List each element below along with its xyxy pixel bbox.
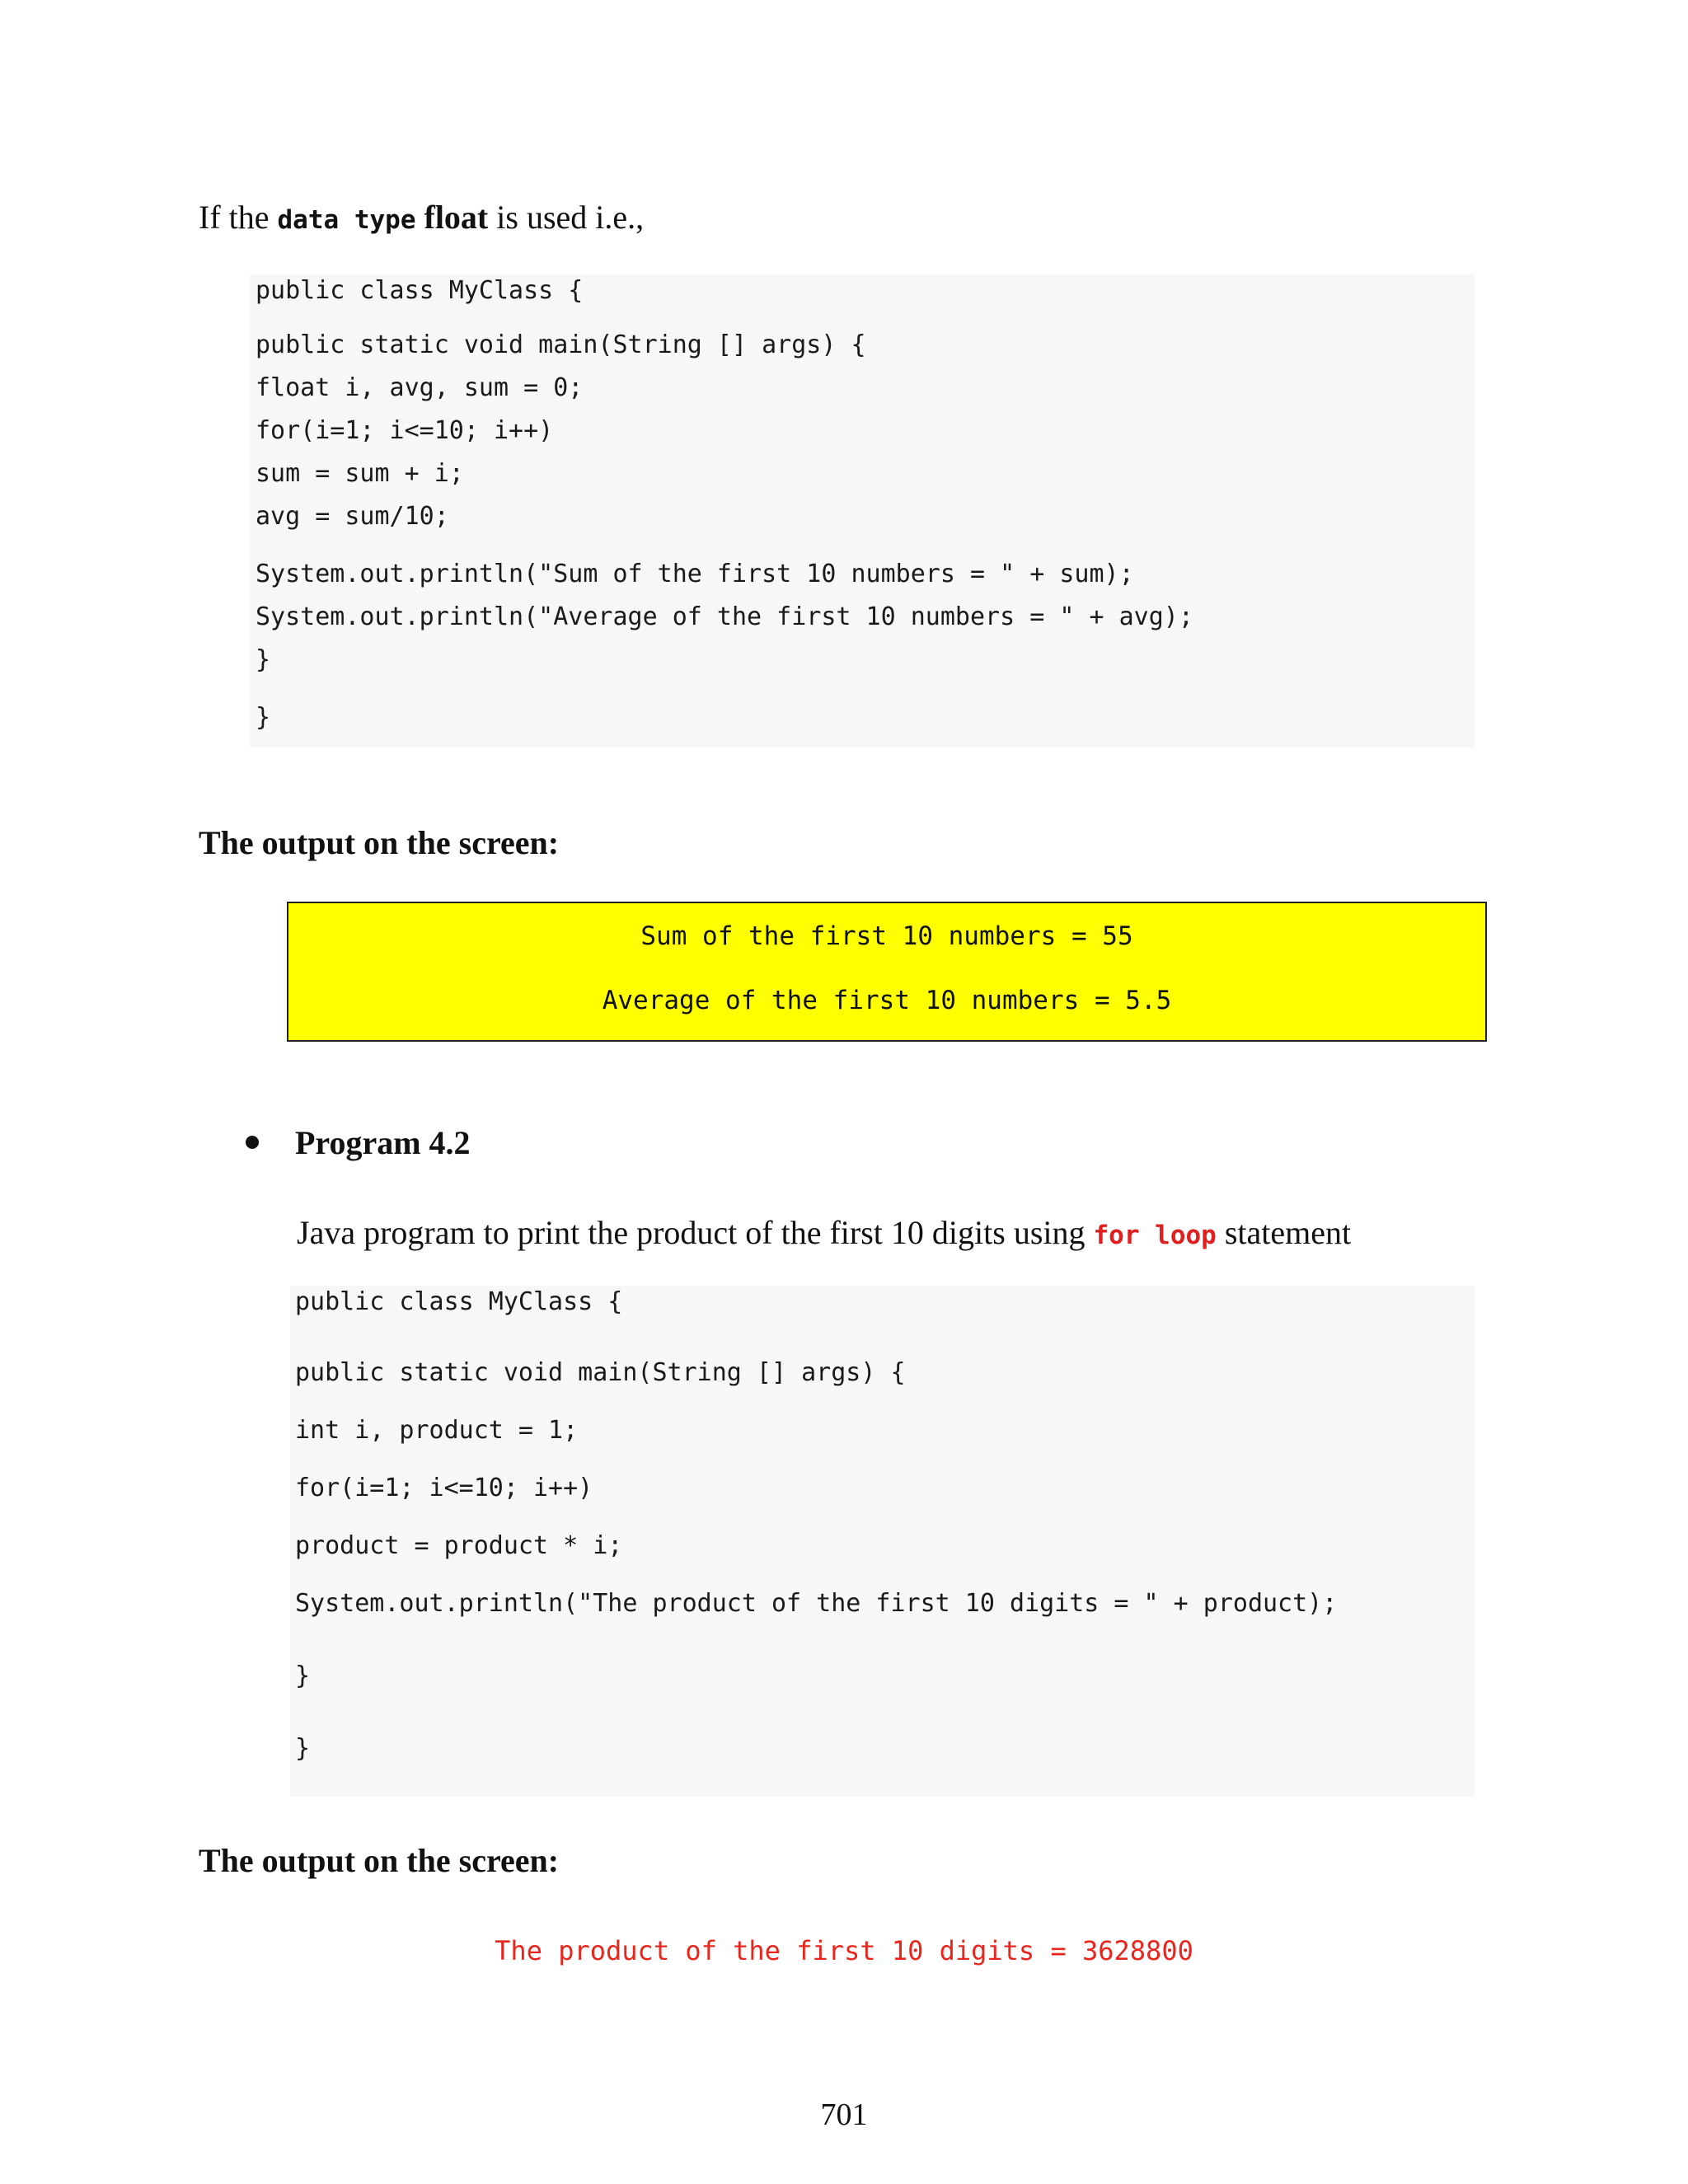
code-line: System.out.println("Sum of the first 10 numbers = " + sum); xyxy=(256,560,1134,588)
program-description xyxy=(297,1210,1351,1258)
code-line: public static void main(String [] args) { xyxy=(256,330,866,359)
intro-sentence xyxy=(199,194,644,243)
desc-prefix: Java program to print the product of the first 10 digits using xyxy=(297,1214,1094,1251)
bullet-icon xyxy=(246,1136,259,1149)
intro-suffix: is used i.e., xyxy=(488,199,645,236)
code-line: } xyxy=(256,703,271,732)
code-line: } xyxy=(295,1734,311,1763)
code-line: } xyxy=(256,645,271,674)
output-heading: The output on the screen: xyxy=(199,824,560,861)
code-line: avg = sum/10; xyxy=(256,502,449,531)
code-line: sum = sum + i; xyxy=(256,459,464,488)
code-line: public static void main(String [] args) { xyxy=(295,1358,906,1387)
intro-prefix: If the xyxy=(199,199,278,236)
output-line-average: Average of the first 10 numbers = 5.5 xyxy=(602,986,1172,1015)
code-block-product xyxy=(290,1286,1475,1797)
product-output: The product of the first 10 digits = 3628800 xyxy=(495,1935,1193,1966)
output-heading-2: The output on the screen: xyxy=(199,1842,560,1879)
intro-code-term: data type xyxy=(277,205,416,235)
code-line: for(i=1; i<=10; i++) xyxy=(295,1474,593,1502)
code-line: float i, avg, sum = 0; xyxy=(256,373,584,402)
output-line-sum: Sum of the first 10 numbers = 55 xyxy=(640,921,1133,951)
code-block-float xyxy=(250,274,1475,748)
code-line: for(i=1; i<=10; i++) xyxy=(256,416,554,445)
desc-keyword: for loop xyxy=(1093,1221,1217,1250)
code-line: System.out.println("The product of the first 10 digits = " + product); xyxy=(295,1589,1338,1618)
code-line: int i, product = 1; xyxy=(295,1416,579,1445)
program-title: Program 4.2 xyxy=(295,1124,471,1161)
code-line: } xyxy=(295,1661,311,1690)
code-line: product = product * i; xyxy=(295,1531,623,1560)
code-line: public class MyClass { xyxy=(295,1287,623,1316)
intro-bold-term: float xyxy=(415,199,489,236)
page-number: 701 xyxy=(820,2097,868,2132)
code-line: public class MyClass { xyxy=(256,276,584,305)
desc-suffix: statement xyxy=(1216,1214,1352,1251)
code-line: System.out.println("Average of the first 10 numbers = " + avg); xyxy=(256,602,1193,631)
output-box xyxy=(287,902,1487,1042)
